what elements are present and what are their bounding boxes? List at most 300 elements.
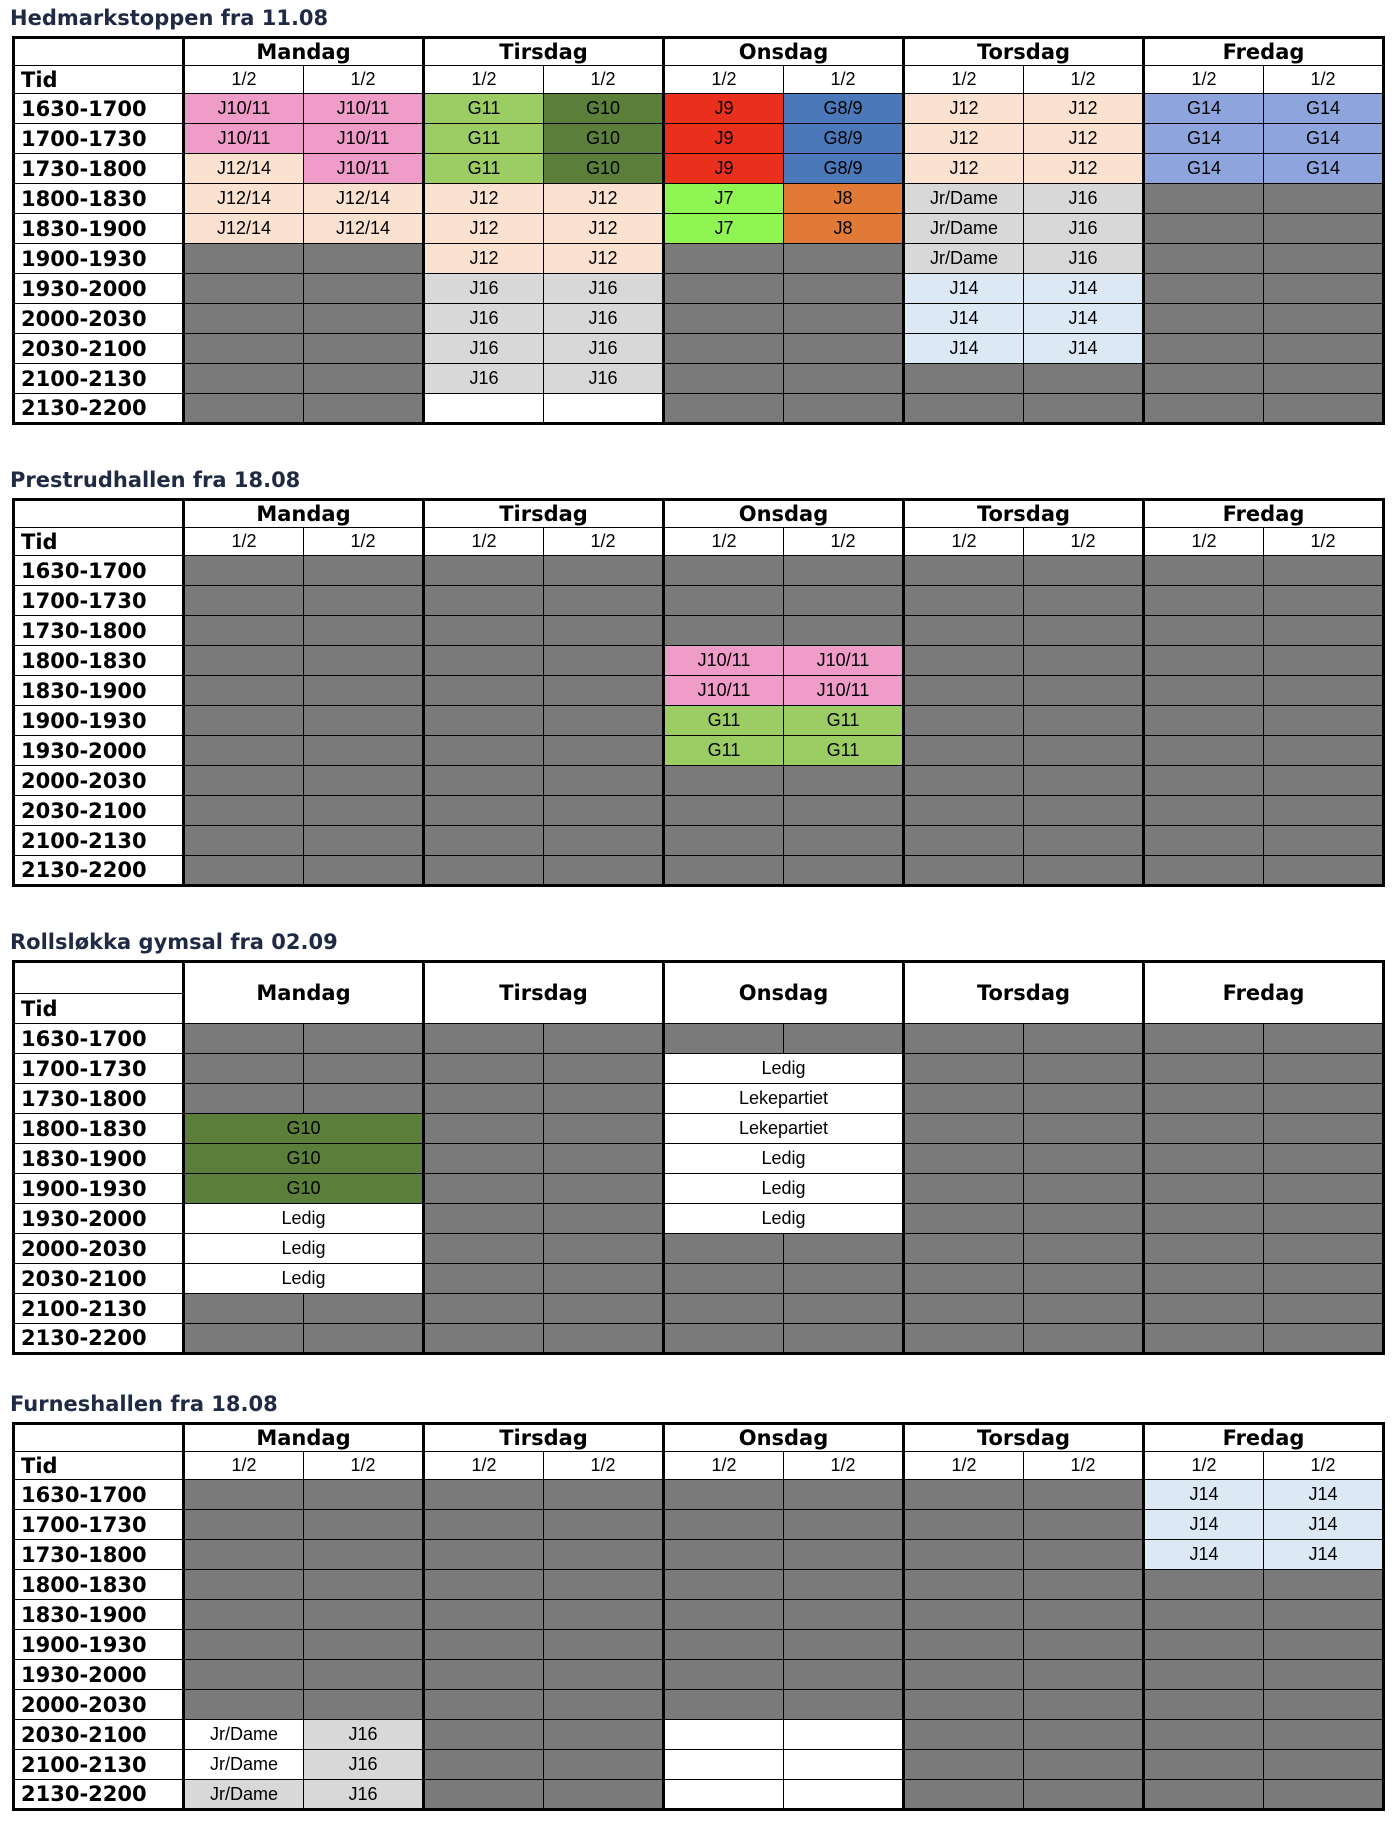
empty-slot xyxy=(1024,1510,1144,1540)
booking-cell: J10/11 xyxy=(304,94,424,124)
time-row xyxy=(14,274,1384,304)
section-title: Furneshallen fra 18.08 xyxy=(10,1392,278,1416)
empty-slot xyxy=(904,856,1024,886)
empty-slot xyxy=(304,826,424,856)
empty-slot xyxy=(1024,1750,1144,1780)
empty-slot xyxy=(1144,646,1264,676)
empty-slot xyxy=(1024,796,1144,826)
header-corner xyxy=(14,500,184,528)
time-slot-label: 1630-1700 xyxy=(14,94,184,124)
empty-slot xyxy=(784,1660,904,1690)
booking-cell: G10 xyxy=(184,1144,424,1174)
time-slot-label: 2130-2200 xyxy=(14,1780,184,1810)
empty-slot xyxy=(784,856,904,886)
day-header: Onsdag xyxy=(664,500,904,528)
empty-slot xyxy=(784,334,904,364)
empty-slot xyxy=(544,1600,664,1630)
empty-slot xyxy=(304,676,424,706)
half-court-header: 1/2 xyxy=(544,528,664,556)
time-row xyxy=(14,646,1384,676)
empty-slot xyxy=(184,304,304,334)
empty-slot xyxy=(1264,1054,1384,1084)
empty-slot xyxy=(1024,646,1144,676)
day-header: Tirsdag xyxy=(424,1424,664,1452)
booking-cell: G10 xyxy=(544,94,664,124)
empty-slot xyxy=(544,1570,664,1600)
booking-cell: J12/14 xyxy=(304,214,424,244)
empty-slot xyxy=(184,1024,304,1054)
empty-slot xyxy=(1144,676,1264,706)
half-court-header: 1/2 xyxy=(304,528,424,556)
booking-cell: J10/11 xyxy=(664,676,784,706)
empty-slot xyxy=(544,1294,664,1324)
empty-slot xyxy=(424,796,544,826)
half-court-header: 1/2 xyxy=(664,66,784,94)
day-header: Tirsdag xyxy=(424,962,664,1024)
time-slot-label: 2100-2130 xyxy=(14,364,184,394)
empty-slot xyxy=(544,1480,664,1510)
empty-slot xyxy=(664,1720,784,1750)
booking-cell: J14 xyxy=(1024,274,1144,304)
empty-slot xyxy=(424,1780,544,1810)
day-header: Tirsdag xyxy=(424,38,664,66)
time-slot-label: 1700-1730 xyxy=(14,586,184,616)
booking-cell: G14 xyxy=(1144,94,1264,124)
time-row xyxy=(14,1294,1384,1324)
empty-slot xyxy=(664,1540,784,1570)
time-row xyxy=(14,1204,1384,1234)
empty-slot xyxy=(544,676,664,706)
empty-slot xyxy=(1024,706,1144,736)
empty-slot xyxy=(184,1054,304,1084)
booking-cell: J12 xyxy=(904,94,1024,124)
empty-slot xyxy=(1144,1780,1264,1810)
empty-slot xyxy=(1144,394,1264,424)
empty-slot xyxy=(184,1294,304,1324)
empty-slot xyxy=(1024,1084,1144,1114)
time-row xyxy=(14,364,1384,394)
empty-slot xyxy=(544,1660,664,1690)
empty-slot xyxy=(184,1084,304,1114)
empty-slot xyxy=(904,394,1024,424)
time-slot-label: 1700-1730 xyxy=(14,1054,184,1084)
empty-slot xyxy=(424,1750,544,1780)
booking-cell: J12 xyxy=(424,244,544,274)
empty-slot xyxy=(304,1084,424,1114)
empty-slot xyxy=(1144,244,1264,274)
empty-slot xyxy=(784,364,904,394)
time-row xyxy=(14,1024,1384,1054)
empty-slot xyxy=(904,1570,1024,1600)
booking-cell: J16 xyxy=(424,364,544,394)
time-slot-label: 2030-2100 xyxy=(14,1720,184,1750)
empty-slot xyxy=(1264,856,1384,886)
empty-slot xyxy=(904,1720,1024,1750)
time-row xyxy=(14,586,1384,616)
empty-slot xyxy=(904,1600,1024,1630)
empty-slot xyxy=(1144,1174,1264,1204)
time-slot-label: 1830-1900 xyxy=(14,1144,184,1174)
empty-slot xyxy=(1144,1690,1264,1720)
empty-slot xyxy=(1024,556,1144,586)
time-row xyxy=(14,706,1384,736)
booking-cell: J7 xyxy=(664,214,784,244)
time-slot-label: 1900-1930 xyxy=(14,1630,184,1660)
empty-slot xyxy=(184,1540,304,1570)
booking-cell: J8 xyxy=(784,184,904,214)
empty-slot xyxy=(1264,676,1384,706)
booking-cell: J8 xyxy=(784,214,904,244)
empty-slot xyxy=(1024,1480,1144,1510)
time-slot-label: 2030-2100 xyxy=(14,1264,184,1294)
empty-slot xyxy=(424,586,544,616)
empty-slot xyxy=(1264,1174,1384,1204)
time-row xyxy=(14,766,1384,796)
empty-slot xyxy=(1024,1114,1144,1144)
time-slot-label: 2100-2130 xyxy=(14,1294,184,1324)
booking-cell: J16 xyxy=(304,1750,424,1780)
empty-slot xyxy=(1144,334,1264,364)
empty-slot xyxy=(664,394,784,424)
empty-slot xyxy=(544,1750,664,1780)
empty-slot xyxy=(304,556,424,586)
empty-slot xyxy=(784,1480,904,1510)
booking-cell: J12/14 xyxy=(184,154,304,184)
empty-slot xyxy=(424,1054,544,1084)
empty-slot xyxy=(304,646,424,676)
booking-cell: Jr/Dame xyxy=(904,214,1024,244)
time-row xyxy=(14,1690,1384,1720)
booking-cell: J9 xyxy=(664,94,784,124)
empty-slot xyxy=(424,1540,544,1570)
empty-slot xyxy=(304,616,424,646)
time-slot-label: 1730-1800 xyxy=(14,154,184,184)
day-header: Onsdag xyxy=(664,962,904,1024)
half-court-header: 1/2 xyxy=(1024,1452,1144,1480)
booking-cell: J10/11 xyxy=(784,646,904,676)
empty-slot xyxy=(1144,1600,1264,1630)
booking-cell: J14 xyxy=(904,304,1024,334)
booking-cell: Ledig xyxy=(664,1144,904,1174)
booking-cell: J14 xyxy=(1264,1510,1384,1540)
empty-slot xyxy=(304,1630,424,1660)
time-row xyxy=(14,1540,1384,1570)
empty-slot xyxy=(1264,706,1384,736)
time-slot-label: 2130-2200 xyxy=(14,394,184,424)
booking-cell: Jr/Dame xyxy=(904,244,1024,274)
empty-slot xyxy=(1024,1630,1144,1660)
empty-slot xyxy=(424,676,544,706)
empty-slot xyxy=(1144,796,1264,826)
empty-slot xyxy=(184,766,304,796)
empty-slot xyxy=(1264,1024,1384,1054)
booking-cell: J16 xyxy=(424,304,544,334)
empty-slot xyxy=(1024,1660,1144,1690)
empty-slot xyxy=(1024,1570,1144,1600)
empty-slot xyxy=(784,586,904,616)
empty-slot xyxy=(1144,274,1264,304)
empty-slot xyxy=(664,796,784,826)
section-title: Rollsløkka gymsal fra 02.09 xyxy=(10,930,338,954)
half-court-header: 1/2 xyxy=(544,66,664,94)
time-row xyxy=(14,1324,1384,1354)
booking-cell: J12 xyxy=(1024,154,1144,184)
empty-slot xyxy=(784,1510,904,1540)
empty-slot xyxy=(904,1264,1024,1294)
empty-slot xyxy=(1264,796,1384,826)
empty-slot xyxy=(904,1660,1024,1690)
booking-cell: J12 xyxy=(544,184,664,214)
time-row xyxy=(14,796,1384,826)
day-header: Torsdag xyxy=(904,1424,1144,1452)
tid-header: Tid xyxy=(14,994,184,1024)
time-slot-label: 2130-2200 xyxy=(14,856,184,886)
empty-slot xyxy=(424,1720,544,1750)
empty-slot xyxy=(1264,1324,1384,1354)
empty-slot xyxy=(544,1084,664,1114)
booking-cell: J12 xyxy=(904,124,1024,154)
empty-slot xyxy=(184,1690,304,1720)
time-row xyxy=(14,154,1384,184)
empty-slot xyxy=(304,1690,424,1720)
booking-cell: G11 xyxy=(784,736,904,766)
booking-cell: Ledig xyxy=(664,1054,904,1084)
time-slot-label: 1700-1730 xyxy=(14,124,184,154)
empty-slot xyxy=(1264,736,1384,766)
booking-cell: J12 xyxy=(424,214,544,244)
empty-slot xyxy=(184,616,304,646)
time-row xyxy=(14,1660,1384,1690)
booking-cell: J10/11 xyxy=(304,124,424,154)
empty-slot xyxy=(784,1720,904,1750)
half-court-header: 1/2 xyxy=(904,66,1024,94)
section-title: Prestrudhallen fra 18.08 xyxy=(10,468,301,492)
time-slot-label: 1930-2000 xyxy=(14,1660,184,1690)
half-court-header: 1/2 xyxy=(1024,66,1144,94)
booking-cell: G8/9 xyxy=(784,94,904,124)
booking-cell: J16 xyxy=(304,1780,424,1810)
time-row xyxy=(14,1144,1384,1174)
time-slot-label: 1900-1930 xyxy=(14,706,184,736)
empty-slot xyxy=(544,796,664,826)
empty-slot xyxy=(544,1204,664,1234)
empty-slot xyxy=(904,766,1024,796)
empty-slot xyxy=(1024,856,1144,886)
empty-slot xyxy=(1264,1264,1384,1294)
empty-slot xyxy=(904,646,1024,676)
booking-cell: Ledig xyxy=(664,1204,904,1234)
empty-slot xyxy=(1024,826,1144,856)
empty-slot xyxy=(1264,304,1384,334)
empty-slot xyxy=(784,1324,904,1354)
booking-cell: G11 xyxy=(424,94,544,124)
booking-cell: J7 xyxy=(664,184,784,214)
empty-slot xyxy=(1264,1294,1384,1324)
empty-slot xyxy=(1144,1750,1264,1780)
half-court-header: 1/2 xyxy=(664,528,784,556)
time-row xyxy=(14,244,1384,274)
empty-slot xyxy=(1264,184,1384,214)
empty-slot xyxy=(784,244,904,274)
empty-slot xyxy=(304,1570,424,1600)
booking-cell: G11 xyxy=(664,706,784,736)
booking-cell: J12 xyxy=(904,154,1024,184)
booking-cell: J10/11 xyxy=(184,94,304,124)
time-row xyxy=(14,1750,1384,1780)
header-corner xyxy=(14,962,184,994)
empty-slot xyxy=(1144,1294,1264,1324)
empty-slot xyxy=(544,1024,664,1054)
empty-slot xyxy=(664,556,784,586)
empty-slot xyxy=(184,586,304,616)
empty-slot xyxy=(544,556,664,586)
empty-slot xyxy=(1264,1204,1384,1234)
empty-slot xyxy=(664,1630,784,1660)
empty-slot xyxy=(544,1264,664,1294)
empty-slot xyxy=(424,1510,544,1540)
empty-slot xyxy=(904,1540,1024,1570)
empty-slot xyxy=(1264,1084,1384,1114)
booking-cell: J14 xyxy=(1144,1540,1264,1570)
empty-slot xyxy=(1144,856,1264,886)
empty-slot xyxy=(184,706,304,736)
empty-slot xyxy=(184,274,304,304)
booking-cell: J9 xyxy=(664,154,784,184)
empty-slot xyxy=(544,1324,664,1354)
tid-header: Tid xyxy=(14,1452,184,1480)
half-court-header: 1/2 xyxy=(304,66,424,94)
empty-slot xyxy=(1024,766,1144,796)
empty-slot xyxy=(424,394,544,424)
empty-slot xyxy=(664,334,784,364)
empty-slot xyxy=(184,364,304,394)
empty-slot xyxy=(544,826,664,856)
time-row xyxy=(14,1480,1384,1510)
empty-slot xyxy=(304,1480,424,1510)
empty-slot xyxy=(184,334,304,364)
half-court-header: 1/2 xyxy=(904,528,1024,556)
booking-cell: J12/14 xyxy=(184,184,304,214)
empty-slot xyxy=(904,1480,1024,1510)
empty-slot xyxy=(424,1480,544,1510)
booking-cell: J10/11 xyxy=(664,646,784,676)
booking-cell: G10 xyxy=(184,1114,424,1144)
day-header: Fredag xyxy=(1144,38,1384,66)
time-row xyxy=(14,1114,1384,1144)
empty-slot xyxy=(1144,1234,1264,1264)
empty-slot xyxy=(1264,334,1384,364)
empty-slot xyxy=(664,586,784,616)
time-slot-label: 2030-2100 xyxy=(14,334,184,364)
empty-slot xyxy=(1264,1234,1384,1264)
empty-slot xyxy=(784,1024,904,1054)
booking-cell: J16 xyxy=(424,334,544,364)
empty-slot xyxy=(1264,1600,1384,1630)
half-court-header: 1/2 xyxy=(424,528,544,556)
booking-cell: G8/9 xyxy=(784,124,904,154)
empty-slot xyxy=(904,796,1024,826)
booking-cell: J16 xyxy=(1024,184,1144,214)
time-slot-label: 2000-2030 xyxy=(14,304,184,334)
time-row xyxy=(14,1570,1384,1600)
booking-cell: J12 xyxy=(544,244,664,274)
empty-slot xyxy=(1144,1324,1264,1354)
empty-slot xyxy=(904,1114,1024,1144)
empty-slot xyxy=(664,1480,784,1510)
booking-cell: G14 xyxy=(1264,154,1384,184)
schedule-table xyxy=(12,36,1385,425)
booking-cell: J12 xyxy=(424,184,544,214)
empty-slot xyxy=(1264,766,1384,796)
empty-slot xyxy=(904,1294,1024,1324)
empty-slot xyxy=(1144,1114,1264,1144)
booking-cell: J14 xyxy=(904,274,1024,304)
time-row xyxy=(14,1720,1384,1750)
empty-slot xyxy=(904,706,1024,736)
empty-slot xyxy=(1024,394,1144,424)
empty-slot xyxy=(304,586,424,616)
empty-slot xyxy=(424,706,544,736)
empty-slot xyxy=(1144,1204,1264,1234)
empty-slot xyxy=(904,1024,1024,1054)
empty-slot xyxy=(664,826,784,856)
time-row xyxy=(14,556,1384,586)
empty-slot xyxy=(904,1204,1024,1234)
empty-slot xyxy=(1144,184,1264,214)
empty-slot xyxy=(1024,616,1144,646)
half-court-header: 1/2 xyxy=(904,1452,1024,1480)
time-slot-label: 2000-2030 xyxy=(14,766,184,796)
empty-slot xyxy=(904,736,1024,766)
empty-slot xyxy=(784,1294,904,1324)
empty-slot xyxy=(664,1024,784,1054)
empty-slot xyxy=(304,736,424,766)
section-title: Hedmarkstoppen fra 11.08 xyxy=(10,6,329,30)
empty-slot xyxy=(1024,1540,1144,1570)
time-row xyxy=(14,1780,1384,1810)
empty-slot xyxy=(904,1234,1024,1264)
empty-slot xyxy=(304,244,424,274)
empty-slot xyxy=(544,736,664,766)
time-slot-label: 2130-2200 xyxy=(14,1324,184,1354)
time-row xyxy=(14,676,1384,706)
empty-slot xyxy=(1144,706,1264,736)
time-row xyxy=(14,94,1384,124)
empty-slot xyxy=(664,1570,784,1600)
time-slot-label: 2000-2030 xyxy=(14,1234,184,1264)
half-court-header: 1/2 xyxy=(1024,528,1144,556)
empty-slot xyxy=(1024,1204,1144,1234)
empty-slot xyxy=(544,706,664,736)
half-court-header: 1/2 xyxy=(1264,1452,1384,1480)
time-slot-label: 1800-1830 xyxy=(14,646,184,676)
empty-slot xyxy=(1024,1024,1144,1054)
empty-slot xyxy=(904,586,1024,616)
empty-slot xyxy=(304,706,424,736)
empty-slot xyxy=(184,1600,304,1630)
time-row xyxy=(14,1510,1384,1540)
empty-slot xyxy=(424,1570,544,1600)
empty-slot xyxy=(1144,1084,1264,1114)
time-slot-label: 2000-2030 xyxy=(14,1690,184,1720)
booking-cell: Lekepartiet xyxy=(664,1084,904,1114)
day-header: Torsdag xyxy=(904,962,1144,1024)
empty-slot xyxy=(784,1570,904,1600)
empty-slot xyxy=(424,1174,544,1204)
booking-cell: J12/14 xyxy=(184,214,304,244)
half-court-header: 1/2 xyxy=(664,1452,784,1480)
half-court-header: 1/2 xyxy=(1144,1452,1264,1480)
